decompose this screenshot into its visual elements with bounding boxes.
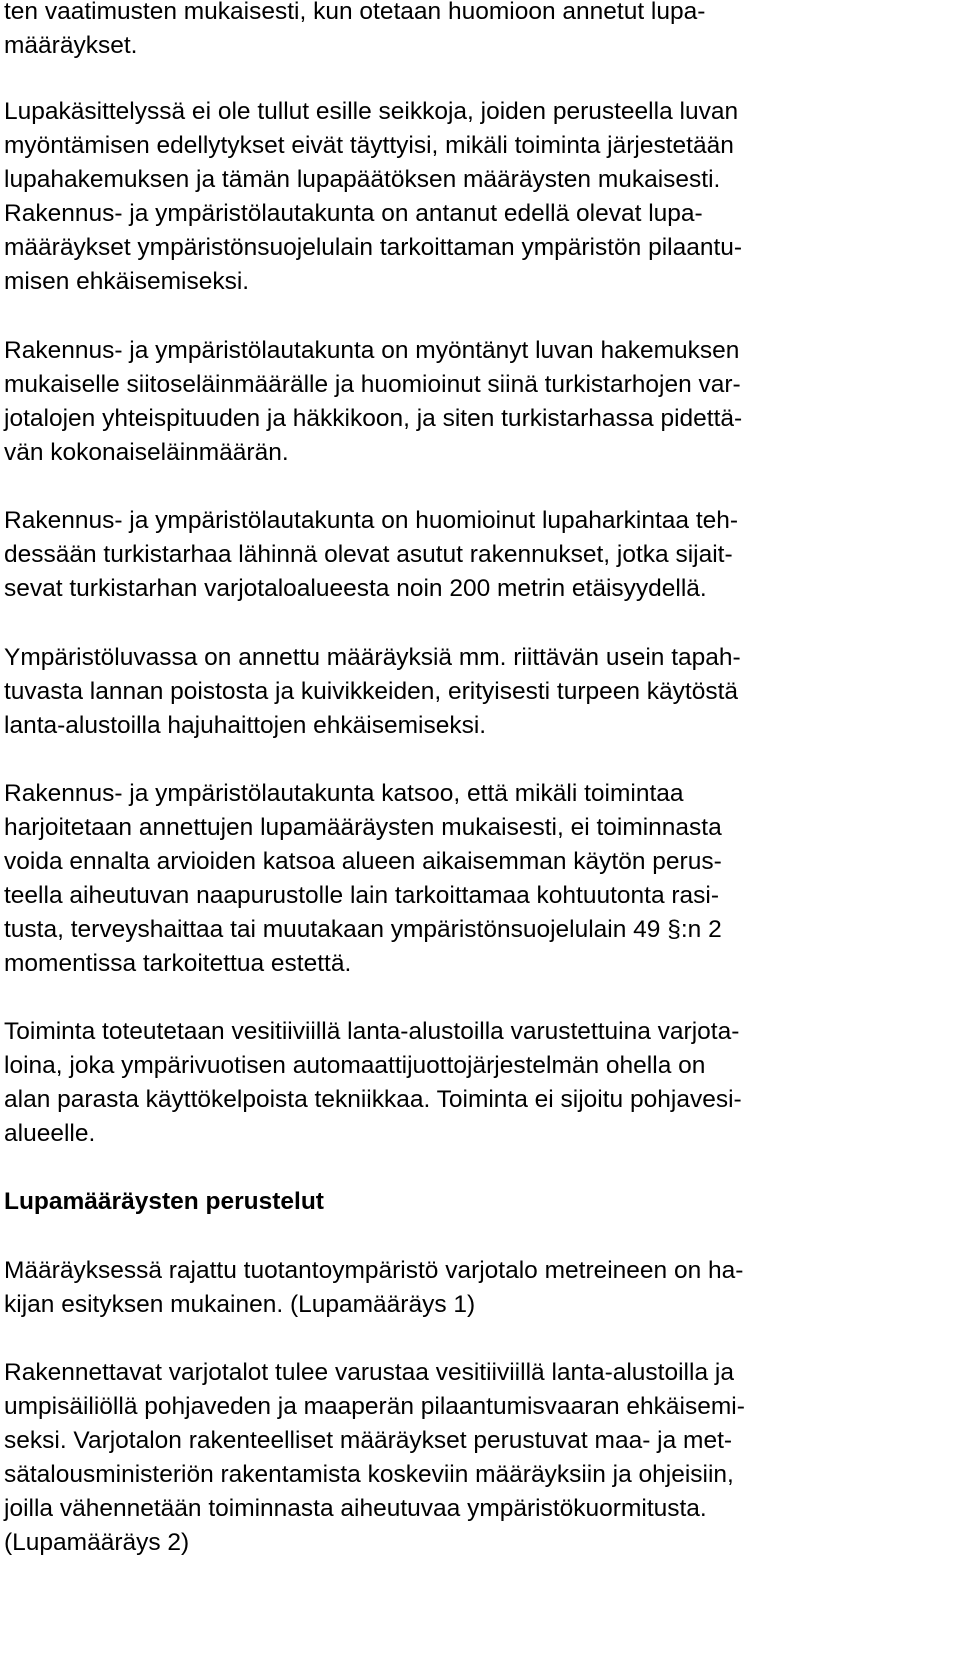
text-line: Määräyksessä rajattu tuotantoympäristö varjotalo metreineen on ha- — [4, 1257, 744, 1284]
text-line: loina, joka ympärivuotisen automaattijuottojärjestelmän ohella on — [4, 1052, 706, 1079]
text-line: umpisäiliöllä pohjaveden ja maaperän pilaantumisvaaran ehkäisemi- — [4, 1393, 745, 1420]
text-line: joilla vähennetään toiminnasta aiheutuvaa ympäristökuormitusta. — [4, 1495, 707, 1522]
text-line: sevat turkistarhan varjotaloalueesta noin 200 metrin etäisyydellä. — [4, 575, 707, 602]
text-line: Rakennus- ja ympäristölautakunta on myöntänyt luvan hakemuksen — [4, 337, 740, 364]
text-line: vän kokonaiseläinmäärän. — [4, 439, 289, 466]
text-line: dessään turkistarhaa lähinnä olevat asutut rakennukset, jotka sijait- — [4, 541, 733, 568]
text-line: ten vaatimusten mukaisesti, kun otetaan huomioon annetut lupa- — [4, 0, 706, 25]
text-line: sätalousministeriön rakentamista koskeviin määräyksiin ja ohjeisiin, — [4, 1461, 734, 1488]
text-line: myöntämisen edellytykset eivät täyttyisi, mikäli toiminta järjestetään — [4, 132, 734, 159]
text-line: Lupakäsittelyssä ei ole tullut esille seikkoja, joiden perusteella luvan — [4, 98, 739, 125]
text-line: Rakennus- ja ympäristölautakunta on huomioinut lupaharkintaa teh- — [4, 507, 739, 534]
text-line: teella aiheutuvan naapurustolle lain tarkoittamaa kohtuutonta rasi- — [4, 882, 720, 909]
text-line: harjoitetaan annettujen lupamääräysten mukaisesti, ei toiminnasta — [4, 814, 722, 841]
text-line: lanta-alustoilla hajuhaittojen ehkäisemiseksi. — [4, 712, 487, 739]
text-line: misen ehkäisemiseksi. — [4, 268, 250, 295]
text-line: Toiminta toteutetaan vesitiiviillä lanta-alustoilla varustettuina varjota- — [4, 1018, 740, 1045]
text-line: tuvasta lannan poistosta ja kuivikkeiden, erityisesti turpeen käytöstä — [4, 678, 739, 705]
text-line: kijan esityksen mukainen. (Lupamääräys 1) — [4, 1291, 476, 1318]
text-line: määräykset ympäristönsuojelulain tarkoittaman ympäristön pilaantu- — [4, 234, 743, 261]
text-line: määräykset. — [4, 32, 138, 59]
text-line: alueelle. — [4, 1120, 96, 1147]
text-line: lupahakemuksen ja tämän lupapäätöksen määräysten mukaisesti. — [4, 166, 721, 193]
section-heading: Lupamääräysten perustelut — [4, 1188, 324, 1215]
text-line: Ympäristöluvassa on annettu määräyksiä mm. riittävän usein tapah- — [4, 644, 741, 671]
text-line: Rakennettavat varjotalot tulee varustaa vesitiiviillä lanta-alustoilla ja — [4, 1359, 734, 1386]
text-line: momentissa tarkoitettua estettä. — [4, 950, 352, 977]
text-line: jotalojen yhteispituuden ja häkkikoon, ja siten turkistarhassa pidettä- — [4, 405, 743, 432]
text-line: voida ennalta arvioiden katsoa alueen aikaisemman käytön perus- — [4, 848, 722, 875]
text-line: Rakennus- ja ympäristölautakunta katsoo, että mikäli toimintaa — [4, 780, 684, 807]
text-line: alan parasta käyttökelpoista tekniikkaa. Toiminta ei sijoitu pohjavesi- — [4, 1086, 742, 1113]
text-line: (Lupamääräys 2) — [4, 1529, 190, 1556]
text-line: mukaiselle siitoseläinmäärälle ja huomioinut siinä turkistarhojen var- — [4, 371, 741, 398]
text-line: tusta, terveyshaittaa tai muutakaan ympäristönsuojelulain 49 §:n 2 — [4, 916, 722, 943]
text-line: seksi. Varjotalon rakenteelliset määräykset perustuvat maa- ja met- — [4, 1427, 733, 1454]
text-line: Rakennus- ja ympäristölautakunta on antanut edellä olevat lupa- — [4, 200, 703, 227]
